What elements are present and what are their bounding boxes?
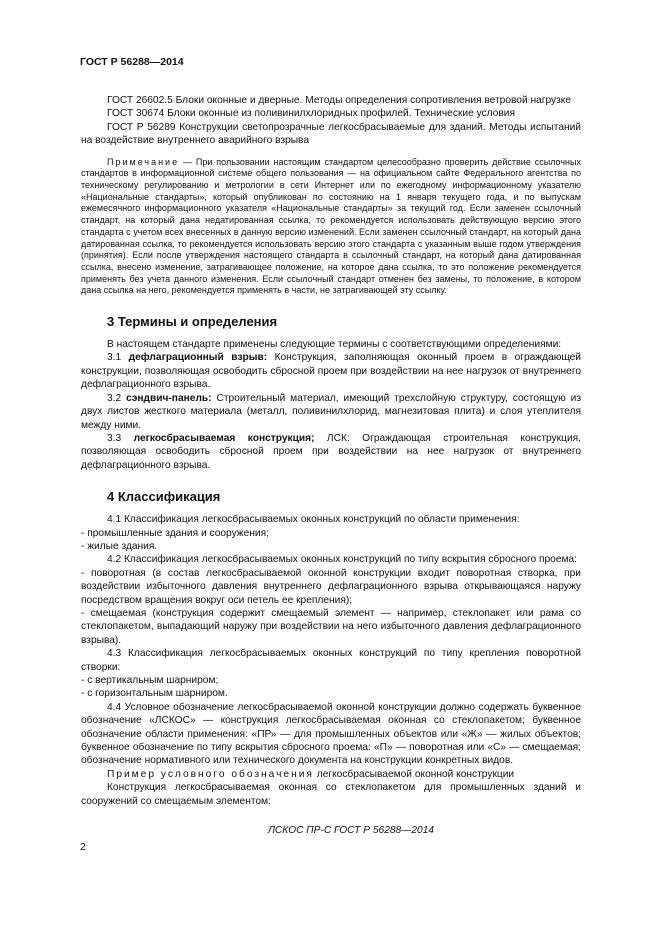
clause-4-2: 4.2 Классификация легкосбрасываемых оконных конструкций по типу вскрытия сбросного проема:	[107, 554, 577, 566]
term-number: 3.3	[107, 432, 134, 444]
example-heading	[81, 768, 581, 781]
term-definition: Конструкция, заполняющая оконный проем в ограждающей конструкции, позволяющая освободить сбросной проем при воздействии на нее нагрузок от внутреннего дефлаграционного взрыва.	[81, 352, 581, 391]
example-label: Пример условного обозначения	[107, 768, 314, 780]
clause-4-3: 4.3 Классификация легкосбрасываемых оконных конструкций по типу крепления поворотной створки:	[81, 648, 581, 673]
example-title: легкосбрасываемой оконной конструкции	[313, 768, 515, 780]
page-content	[81, 94, 581, 837]
note-paragraph	[81, 157, 581, 297]
term-definition: ЛСК: Ограждающая строительная конструкция, позволяющая освободить сбросной проем при воздействии на нее нагрузок от внутреннего дефлаграционного взрыва.	[81, 432, 581, 471]
list-item: - жилые здания.	[81, 540, 158, 552]
page-header: ГОСТ Р 56288—2014	[80, 56, 184, 68]
section-4-heading: 4 Классификация	[107, 489, 221, 505]
list-item: - смещаемая (конструкция содержит смещаемый элемент — например, стеклопакет или рама со стеклопакетом, выпадающий наружу при воздействии на него избыточного давления дефлаграционного взрыва).	[81, 607, 581, 646]
reference-item: ГОСТ 26602.5 Блоки оконные и дверные. Методы определения сопротивления ветровой нагрузке	[107, 95, 572, 106]
section-3-heading: 3 Термины и определения	[107, 314, 278, 330]
term-name: дефлаграционный взрыв:	[128, 352, 268, 364]
term-name: сэндвич-панель:	[126, 392, 212, 404]
reference-item: ГОСТ 30674 Блоки оконные из поливинилхлоридных профилей. Технические условия	[107, 108, 516, 120]
term-number: 3.2	[107, 392, 127, 404]
example-formula: ЛСКОС ПР-С ГОСТ Р 56288—2014	[267, 825, 435, 837]
term-3-3	[81, 432, 581, 472]
term-definition: Строительный материал, имеющий трехслойную структуру, состоящую из двух листов жесткого материала (металл, поливинилхлорид, магнезитовая плита) и слоя утеплителя между ними.	[81, 392, 581, 431]
term-3-1	[81, 351, 581, 391]
note-block	[81, 157, 581, 297]
note-text: — При пользовании настоящим стандартом целесообразно проверить действие ссылочных стандартов в информационной системе общего пользования — на официальном сайте Федерального агентства по техническому регулированию и метрологии в сети Интернет или по ежегодному информационному указателю «Национальные стандарты», который опубликован по состоянию на 1 января текущего года, и по выпускам ежемесячного информационного указателя «Национальные стандарты» за текущий год. Если заменен ссылочный стандарт, на который дана недатированная ссылка, то рекомендуется использовать действующую версию этого стандарта с учетом всех внесенных в данную версию изменений. Если заменен ссылочный стандарт, на который дана датированная ссылка, то рекомендуется использовать версию этого стандарта с указанным выше годом утверждения (принятия). Если после утверждения настоящего стандарта в ссылочный стандарт, на который дана датированная ссылка, внесено изменение, затрагивающее положение, на которое дана ссылка, то это положение рекомендуется применять без учета данного изменения. Если ссылочный стандарт отменен без замены, то положение, в котором дана ссылка на него, рекомендуется применять в части, не затрагивающей эту ссылку.	[81, 156, 581, 296]
term-name: легкосбрасываемая конструкция;	[133, 432, 315, 444]
example-text: Конструкция легкосбрасываемая оконная со стеклопакетом для промышленных зданий и сооружений со смещаемым элементом:	[81, 782, 581, 807]
clause-4-4: 4.4 Условное обозначение легкосбрасываемой оконной конструкции должно содержать буквенное обозначение «ЛСКОС» — конструкция легкосбрасываемая оконная со стеклопакетом; буквенное обозначение области применения: «ПР» — для промышленных объектов или «Ж» — жилых объектов; буквенное обозначение по типу вскрытия сбросного проема: «П» — поворотная или «С» — смещаемая; обозначение нормативного или технического документа на конструкции конкретных видов.	[81, 701, 581, 767]
list-item: - с горизонтальным шарниром.	[81, 688, 228, 700]
list-item: - с вертикальным шарниром;	[81, 675, 219, 686]
note-label: Примечание	[107, 156, 180, 167]
reference-item: ГОСТ Р 56289 Конструкции светопрозрачные легкосбрасываемые для зданий. Методы испытаний на воздействие внутреннего аварийного взрыва	[81, 121, 581, 147]
term-number: 3.1	[107, 352, 129, 364]
term-3-2	[81, 392, 581, 432]
list-item: - промышленные здания и сооружения;	[81, 527, 269, 539]
section-3-intro: В настоящем стандарте применены следующие термины с соответствующими определениями:	[107, 339, 562, 351]
page-number: 2	[80, 841, 86, 853]
clause-4-1: 4.1 Классификация легкосбрасываемых оконных конструкций по области применения:	[107, 514, 520, 526]
list-item: - поворотная (в состав легкосбрасываемой оконной конструкции входит поворотная створка, при воздействии избыточного давления внутреннего дефлаграционного взрыва открывающаяся наружу посредством вращения вокруг оси петель ее крепления);	[81, 567, 581, 606]
